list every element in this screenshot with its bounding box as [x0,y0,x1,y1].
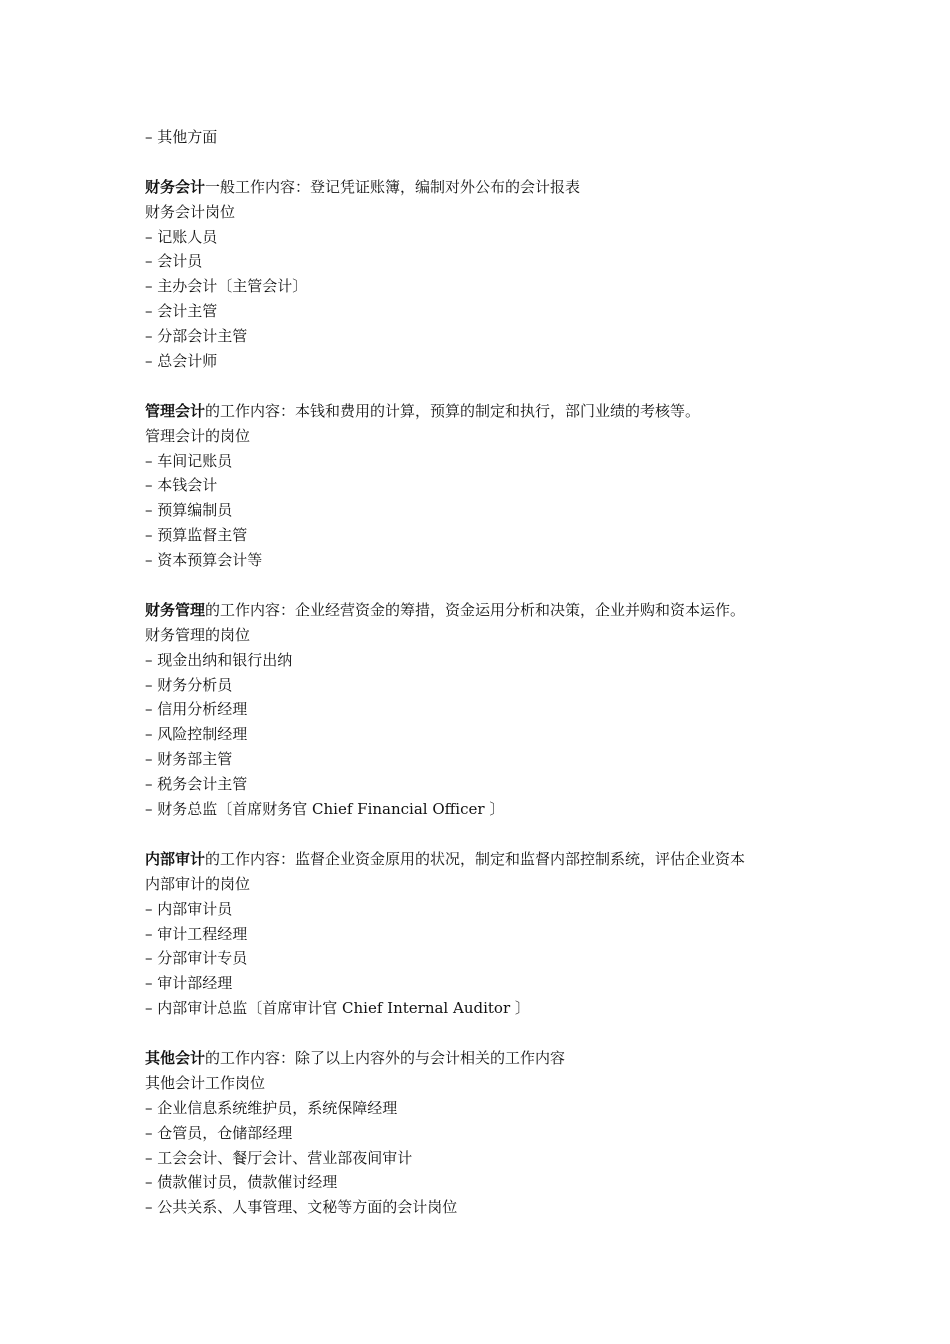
list-item: – 分部会计主管 [145,327,248,346]
spacer [145,573,905,598]
list-item: – 本钱会计 [145,476,218,495]
section-title: 财务管理 [145,600,206,619]
section-subheading: 内部审计的岗位 [145,874,251,893]
list-item: – 会计员 [145,252,203,271]
section-subheading: 财务会计岗位 [145,202,236,221]
list-item: – 总会计师 [145,352,218,371]
list-item: – 债款催讨员，债款催讨经理 [145,1173,338,1192]
list-item: – 现金出纳和银行出纳 [145,650,293,669]
section-heading [145,598,905,623]
section-desc: 一般工作内容：登记凭证账簿，编制对外公布的会计报表 [205,177,581,196]
section-financial-management [145,598,905,822]
list-item: – 信用分析经理 [145,700,248,719]
list-item: – 车间记账员 [145,451,233,470]
section-heading [145,175,905,200]
section-title: 管理会计 [145,401,206,420]
list-item: – 风险控制经理 [145,725,248,744]
list-item: – 会计主管 [145,302,218,321]
list-item: – 财务分析员 [145,675,233,694]
section-desc: 的工作内容：监督企业资金原用的状况，制定和监督内部控制系统，评估企业资本 [205,849,746,868]
section-desc: 的工作内容：本钱和费用的计算，预算的制定和执行，部门业绩的考核等。 [205,401,701,420]
intro-line: – 其他方面 [145,128,218,146]
list-item: – 仓管员，仓储部经理 [145,1123,293,1142]
section-title: 财务会计 [145,177,206,196]
list-item: – 内部审计总监〔首席审计官 Chief Internal Auditor 〕 [145,999,530,1018]
section-subheading: 财务管理的岗位 [145,625,251,644]
section-internal-audit [145,847,905,1021]
list-item: – 公共关系、人事管理、文秘等方面的会计岗位 [145,1198,458,1217]
section-management-accounting [145,399,905,573]
list-item: – 企业信息系统维护员，系统保障经理 [145,1098,398,1117]
section-desc: 的工作内容：除了以上内容外的与会计相关的工作内容 [205,1048,566,1067]
section-desc: 的工作内容：企业经营资金的筹措，资金运用分析和决策，企业并购和资本运作。 [205,600,746,619]
section-subheading: 管理会计的岗位 [145,426,251,445]
document-page [145,125,905,1220]
section-subheading: 其他会计工作岗位 [145,1073,266,1092]
section-heading [145,847,905,872]
list-item: – 审计工程经理 [145,924,248,943]
list-item: – 预算监督主管 [145,526,248,545]
list-item: – 资本预算会计等 [145,551,263,570]
list-item: – 财务部主管 [145,750,233,769]
list-item: – 审计部经理 [145,974,233,993]
section-other-accounting [145,1046,905,1220]
section-heading [145,1046,905,1071]
section-heading [145,399,905,424]
spacer [145,374,905,399]
section-title: 其他会计 [145,1048,206,1067]
list-item: – 税务会计主管 [145,775,248,794]
list-item: – 预算编制员 [145,501,233,520]
list-item: – 主办会计〔主管会计〕 [145,277,308,296]
spacer [145,1021,905,1046]
list-item: – 分部审计专员 [145,949,248,968]
section-title: 内部审计 [145,849,206,868]
list-item: – 内部审计员 [145,899,233,918]
list-item: – 记账人员 [145,227,218,246]
spacer [145,150,905,175]
section-financial-accounting [145,175,905,374]
spacer [145,822,905,847]
list-item: – 工会会计、餐厅会计、营业部夜间审计 [145,1148,413,1167]
list-item: – 财务总监〔首席财务官 Chief Financial Officer 〕 [145,800,505,819]
